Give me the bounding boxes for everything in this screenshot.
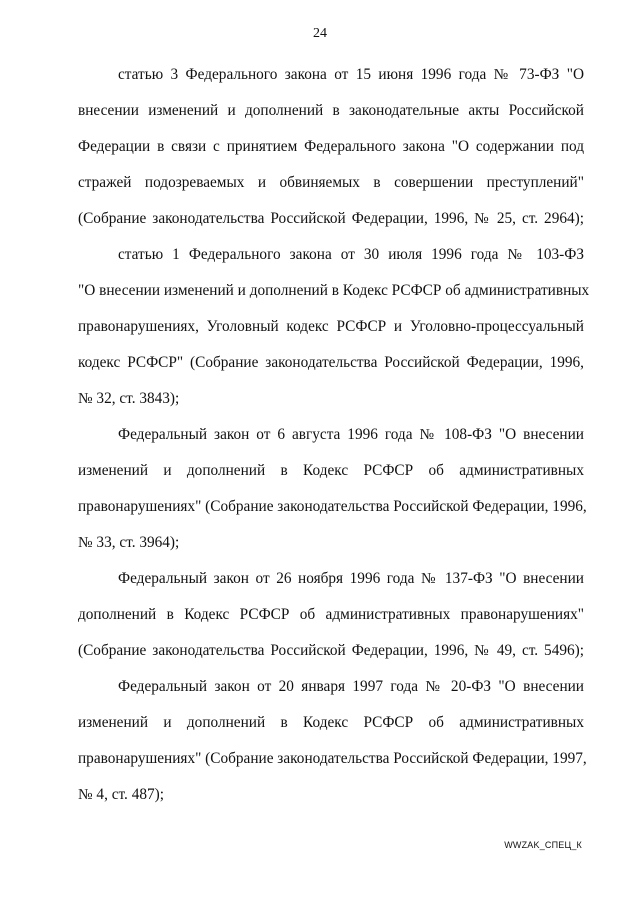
text-line: правонарушениях, Уголовный кодекс РСФСР и Уголовно-процессуальный [78, 318, 584, 335]
text-line: стражей подозреваемых и обвиняемых в совершении преступлений" [78, 174, 584, 191]
text-line: внесении изменений и дополнений в законодательные акты Российской [78, 102, 584, 119]
paragraph-1 [78, 64, 584, 244]
text-line: № 4, ст. 487); [78, 786, 164, 803]
text-line: № 33, ст. 3964); [78, 534, 180, 551]
text-line: изменений и дополнений в Кодекс РСФСР об административных [78, 714, 584, 731]
paragraph-4 [78, 568, 584, 676]
text-line: "О внесении изменений и дополнений в Кодекс РСФСР об административных [78, 282, 590, 299]
text-line: (Собрание законодательства Российской Федерации, 1996, № 49, ст. 5496); [78, 642, 584, 659]
text-line: изменений и дополнений в Кодекс РСФСР об административных [78, 462, 584, 479]
paragraph-5 [78, 676, 587, 820]
text-line: правонарушениях" (Собрание законодательства Российской Федерации, 1997, [78, 750, 587, 767]
text-line: дополнений в Кодекс РСФСР об административных правонарушениях" [78, 606, 584, 623]
page-number: 24 [313, 26, 327, 41]
text-line: статью 3 Федерального закона от 15 июня 1996 года № 73-ФЗ "О [118, 66, 584, 83]
text-line: Федеральный закон от 6 августа 1996 года № 108-ФЗ "О внесении [118, 426, 584, 443]
paragraph-3 [78, 424, 587, 568]
text-line: Федерации в связи с принятием Федерального закона "О содержании под [78, 138, 584, 155]
text-line: № 32, ст. 3843); [78, 390, 180, 407]
text-line: Федеральный закон от 26 ноября 1996 года № 137-ФЗ "О внесении [118, 570, 584, 587]
text-line: (Собрание законодательства Российской Федерации, 1996, № 25, ст. 2964); [78, 210, 584, 227]
paragraph-2 [78, 244, 590, 424]
text-line: статью 1 Федерального закона от 30 июля 1996 года № 103-ФЗ [118, 246, 584, 263]
text-line: правонарушениях" (Собрание законодательства Российской Федерации, 1996, [78, 498, 587, 515]
footer-document-code: WWZAK_СПЕЦ_К [504, 840, 582, 850]
text-line: кодекс РСФСР" (Собрание законодательства Российской Федерации, 1996, [78, 354, 584, 371]
text-line: Федеральный закон от 20 января 1997 года № 20-ФЗ "О внесении [118, 678, 584, 695]
document-body [78, 64, 590, 820]
